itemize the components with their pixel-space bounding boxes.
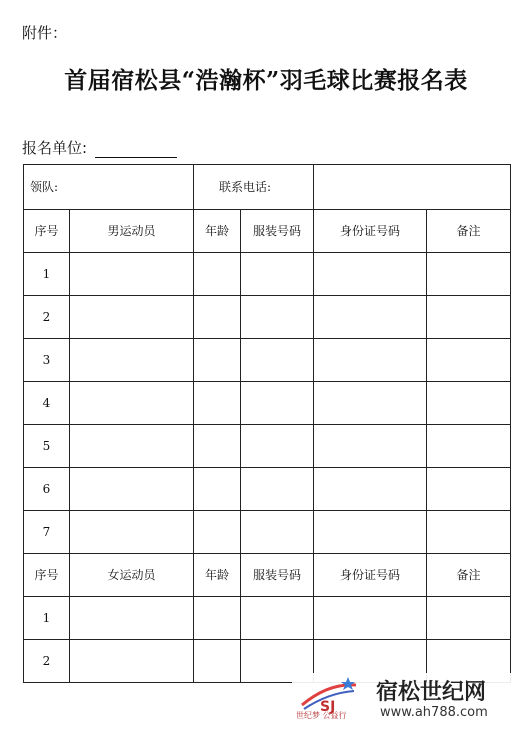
blank-cell bbox=[427, 253, 511, 296]
row-number: 5 bbox=[24, 425, 70, 468]
row-number: 4 bbox=[24, 382, 70, 425]
blank-cell bbox=[314, 468, 427, 511]
blank-cell bbox=[314, 597, 427, 640]
blank-cell bbox=[241, 339, 314, 382]
row-number: 1 bbox=[24, 253, 70, 296]
blank-cell bbox=[241, 382, 314, 425]
row-number: 6 bbox=[24, 468, 70, 511]
registration-table bbox=[23, 164, 511, 683]
table-row bbox=[24, 382, 511, 425]
blank-cell bbox=[70, 597, 194, 640]
blank-cell bbox=[241, 511, 314, 554]
blank-cell bbox=[194, 382, 241, 425]
blank-cell bbox=[314, 296, 427, 339]
column-header: 年龄 bbox=[194, 210, 241, 253]
registration-unit-blank bbox=[95, 142, 177, 158]
blank-cell bbox=[427, 511, 511, 554]
blank-cell bbox=[70, 468, 194, 511]
slogan: 世纪梦 公益行 bbox=[296, 711, 347, 720]
blank-cell bbox=[194, 640, 241, 683]
row-number: 3 bbox=[24, 339, 70, 382]
column-header: 男运动员 bbox=[70, 210, 194, 253]
blank-cell bbox=[194, 339, 241, 382]
column-header: 身份证号码 bbox=[314, 554, 427, 597]
blank-cell bbox=[241, 296, 314, 339]
blank-cell bbox=[241, 425, 314, 468]
table-row bbox=[24, 339, 511, 382]
row-number: 2 bbox=[24, 296, 70, 339]
blank-cell bbox=[70, 296, 194, 339]
blank-cell bbox=[314, 382, 427, 425]
column-header: 身份证号码 bbox=[314, 210, 427, 253]
column-header: 序号 bbox=[24, 554, 70, 597]
table-row bbox=[24, 425, 511, 468]
blank-cell bbox=[194, 511, 241, 554]
watermark bbox=[292, 673, 522, 729]
sj-logo-icon bbox=[298, 675, 360, 715]
blank-cell bbox=[194, 468, 241, 511]
female-header-row bbox=[24, 554, 511, 597]
table-row bbox=[24, 597, 511, 640]
logo-letters: SJ bbox=[320, 699, 336, 715]
blank-cell bbox=[427, 425, 511, 468]
blank-cell bbox=[194, 425, 241, 468]
blank-cell bbox=[70, 425, 194, 468]
blank-cell bbox=[427, 468, 511, 511]
row-number: 2 bbox=[24, 640, 70, 683]
blank-cell bbox=[194, 597, 241, 640]
column-header: 年龄 bbox=[194, 554, 241, 597]
blank-cell bbox=[70, 382, 194, 425]
leader-label: 领队: bbox=[24, 165, 194, 210]
blank-cell bbox=[194, 296, 241, 339]
blank-cell bbox=[427, 597, 511, 640]
phone-label: 联系电话: bbox=[194, 165, 314, 210]
column-header: 序号 bbox=[24, 210, 70, 253]
blank-cell bbox=[70, 640, 194, 683]
attachment-label: 附件： bbox=[22, 24, 68, 42]
blank-cell bbox=[70, 339, 194, 382]
blank-cell bbox=[427, 382, 511, 425]
column-header: 备注 bbox=[427, 554, 511, 597]
blank-cell bbox=[70, 511, 194, 554]
row-number: 1 bbox=[24, 597, 70, 640]
column-header: 备注 bbox=[427, 210, 511, 253]
column-header: 服装号码 bbox=[241, 554, 314, 597]
table-row bbox=[24, 296, 511, 339]
table-row bbox=[24, 511, 511, 554]
blank-cell bbox=[241, 597, 314, 640]
registration-unit-label: 报名单位: bbox=[22, 139, 88, 157]
blank-cell bbox=[241, 468, 314, 511]
blank-cell bbox=[314, 511, 427, 554]
male-header-row bbox=[24, 210, 511, 253]
registration-unit bbox=[22, 137, 177, 158]
site-name: 宿松世纪网 bbox=[376, 680, 487, 705]
blank-cell bbox=[70, 253, 194, 296]
blank-cell bbox=[241, 253, 314, 296]
form-title: 首届宿松县“浩瀚杯”羽毛球比赛报名表 bbox=[64, 67, 468, 94]
blank-cell bbox=[194, 253, 241, 296]
row-number: 7 bbox=[24, 511, 70, 554]
leader-row bbox=[24, 165, 511, 210]
phone-value-cell bbox=[314, 165, 511, 210]
table-row bbox=[24, 468, 511, 511]
site-url: www.ah788.com bbox=[380, 705, 488, 720]
blank-cell bbox=[427, 339, 511, 382]
blank-cell bbox=[314, 425, 427, 468]
blank-cell bbox=[314, 339, 427, 382]
column-header: 服装号码 bbox=[241, 210, 314, 253]
blank-cell bbox=[427, 296, 511, 339]
column-header: 女运动员 bbox=[70, 554, 194, 597]
table-row bbox=[24, 253, 511, 296]
blank-cell bbox=[314, 253, 427, 296]
